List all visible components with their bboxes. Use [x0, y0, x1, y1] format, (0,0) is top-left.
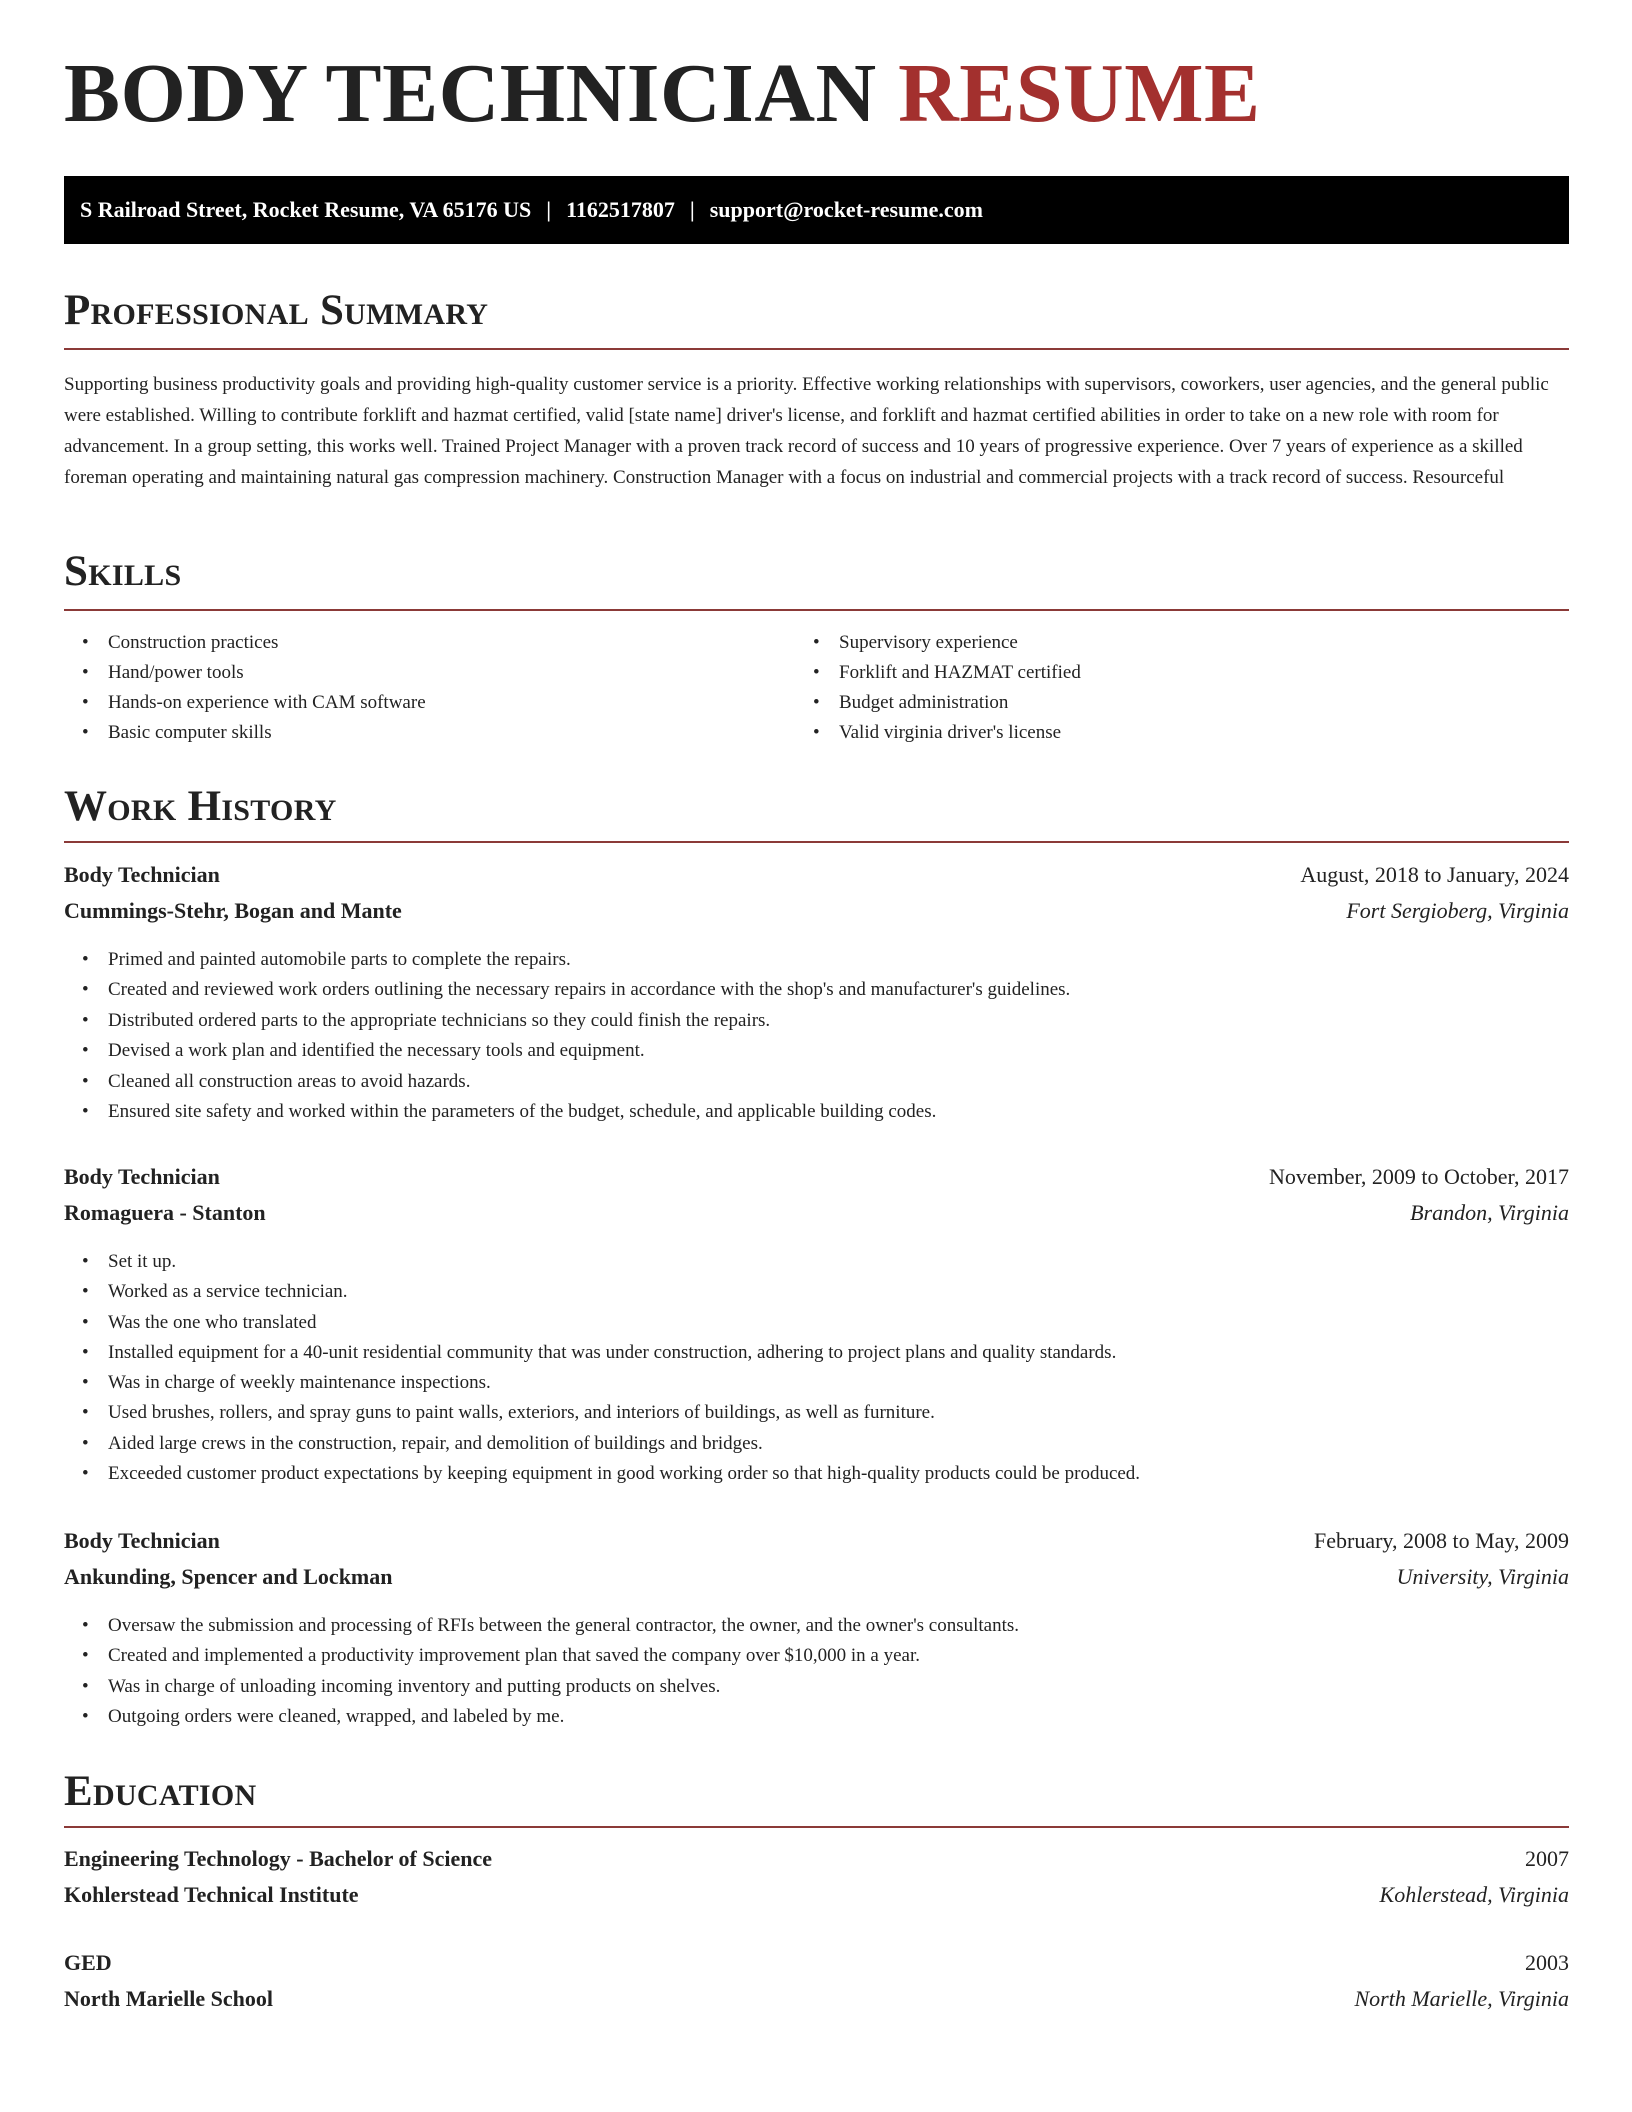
job-bullet: • Worked as a service technician. — [64, 1277, 1140, 1307]
job-bullets — [64, 945, 1070, 1127]
job-bullet: • Created and implemented a productivity improvement plan that saved the company over $10,000 in a year. — [64, 1641, 1019, 1671]
edu-location: North Marielle, Virginia — [1354, 1986, 1569, 2011]
job-bullet: • Aided large crews in the construction, repair, and demolition of buildings and bridges. — [64, 1429, 1140, 1459]
skill-item: • Budget administration — [795, 688, 1081, 718]
contact-email: support@rocket-resume.com — [709, 197, 983, 222]
job-company: Cummings-Stehr, Bogan and Mante — [64, 898, 402, 923]
edu-year: 2003 — [1525, 1950, 1569, 1975]
resume-title — [64, 47, 1261, 140]
skill-item: • Supervisory experience — [795, 628, 1081, 658]
edu-year: 2007 — [1525, 1846, 1569, 1871]
job-bullet: • Devised a work plan and identified the necessary tools and equipment. — [64, 1036, 1070, 1066]
title-main: BODY TECHNICIAN — [64, 47, 877, 140]
job-bullet: • Primed and painted automobile parts to complete the repairs. — [64, 945, 1070, 975]
job-company: Ankunding, Spencer and Lockman — [64, 1564, 393, 1589]
education-heading: Education — [64, 1768, 257, 1815]
job-bullet: • Used brushes, rollers, and spray guns to paint walls, exteriors, and interiors of buildings, as well as furniture. — [64, 1398, 1140, 1428]
job-bullet: • Ensured site safety and worked within the parameters of the budget, schedule, and applicable building codes. — [64, 1097, 1070, 1127]
job-bullets — [64, 1611, 1019, 1732]
job-title: Body Technician — [64, 1164, 220, 1189]
edu-school: Kohlerstead Technical Institute — [64, 1882, 359, 1907]
edu-degree: Engineering Technology - Bachelor of Science — [64, 1846, 492, 1871]
contact-bar — [64, 176, 1569, 244]
contact-address: S Railroad Street, Rocket Resume, VA 65176 US — [80, 197, 532, 222]
summary-heading: Professional Summary — [64, 287, 489, 334]
job-bullet: • Was in charge of weekly maintenance inspections. — [64, 1368, 1140, 1398]
skill-item: • Forklift and HAZMAT certified — [795, 658, 1081, 688]
job-bullet: • Installed equipment for a 40-unit residential community that was under construction, adhering to project plans and quality standards. — [64, 1338, 1140, 1368]
work-rule — [64, 841, 1569, 843]
job-title: Body Technician — [64, 862, 220, 887]
summary-text: Supporting business productivity goals and providing high-quality customer service is a priority. Effective working relationships with supervisors, coworkers, user agencies, and the general public were established. Willing to contribute forklift and hazmat certified, valid [state name] driver's license, and forklift and hazmat certified abilities in order to take on a new role with room for advancement. In a group setting, this works well. Trained Project Manager with a proven track record of success and 10 years of progressive experience. Over 7 years of experience as a skilled foreman operating and maintaining natural gas compression machinery. Construction Manager with a focus on industrial and commercial projects with a track record of success. Resourceful — [64, 374, 1549, 488]
work-heading: Work History — [64, 783, 337, 830]
edu-degree: GED — [64, 1950, 112, 1975]
job-dates: February, 2008 to May, 2009 — [1314, 1528, 1569, 1553]
job-location: University, Virginia — [1396, 1564, 1569, 1589]
job-bullet: • Outgoing orders were cleaned, wrapped, and labeled by me. — [64, 1702, 1019, 1732]
contact-phone: 1162517807 — [566, 197, 675, 222]
edu-location: Kohlerstead, Virginia — [1379, 1882, 1569, 1907]
job-bullet: • Cleaned all construction areas to avoid hazards. — [64, 1067, 1070, 1097]
skill-item: • Basic computer skills — [64, 718, 426, 748]
edu-school: North Marielle School — [64, 1986, 273, 2011]
job-bullet: • Exceeded customer product expectations by keeping equipment in good working order so that high-quality products could be produced. — [64, 1459, 1140, 1489]
job-bullets — [64, 1247, 1140, 1489]
education-rule — [64, 1826, 1569, 1828]
job-location: Fort Sergioberg, Virginia — [1346, 898, 1569, 923]
skill-item: • Hands-on experience with CAM software — [64, 688, 426, 718]
job-bullet: • Was the one who translated — [64, 1308, 1140, 1338]
job-bullet: • Oversaw the submission and processing of RFIs between the general contractor, the owner, and the owner's consultants. — [64, 1611, 1019, 1641]
skill-item: • Valid virginia driver's license — [795, 718, 1081, 748]
contact-separator: | — [689, 197, 695, 222]
job-bullet: • Created and reviewed work orders outlining the necessary repairs in accordance with the shop's and manufacturer's guidelines. — [64, 975, 1070, 1005]
job-dates: August, 2018 to January, 2024 — [1300, 862, 1569, 887]
job-bullet: • Set it up. — [64, 1247, 1140, 1277]
job-company: Romaguera - Stanton — [64, 1200, 266, 1225]
contact-separator: | — [546, 197, 552, 222]
skills-rule — [64, 609, 1569, 611]
job-bullet: • Distributed ordered parts to the appropriate technicians so they could finish the repairs. — [64, 1006, 1070, 1036]
job-location: Brandon, Virginia — [1410, 1200, 1569, 1225]
skills-list-right — [795, 628, 1081, 748]
job-title: Body Technician — [64, 1528, 220, 1553]
skill-item: • Construction practices — [64, 628, 426, 658]
skill-item: • Hand/power tools — [64, 658, 426, 688]
skills-heading: Skills — [64, 548, 182, 595]
summary-rule — [64, 348, 1569, 350]
title-accent: RESUME — [898, 47, 1261, 140]
skills-list-left — [64, 628, 426, 748]
job-dates: November, 2009 to October, 2017 — [1268, 1164, 1569, 1189]
job-bullet: • Was in charge of unloading incoming inventory and putting products on shelves. — [64, 1672, 1019, 1702]
